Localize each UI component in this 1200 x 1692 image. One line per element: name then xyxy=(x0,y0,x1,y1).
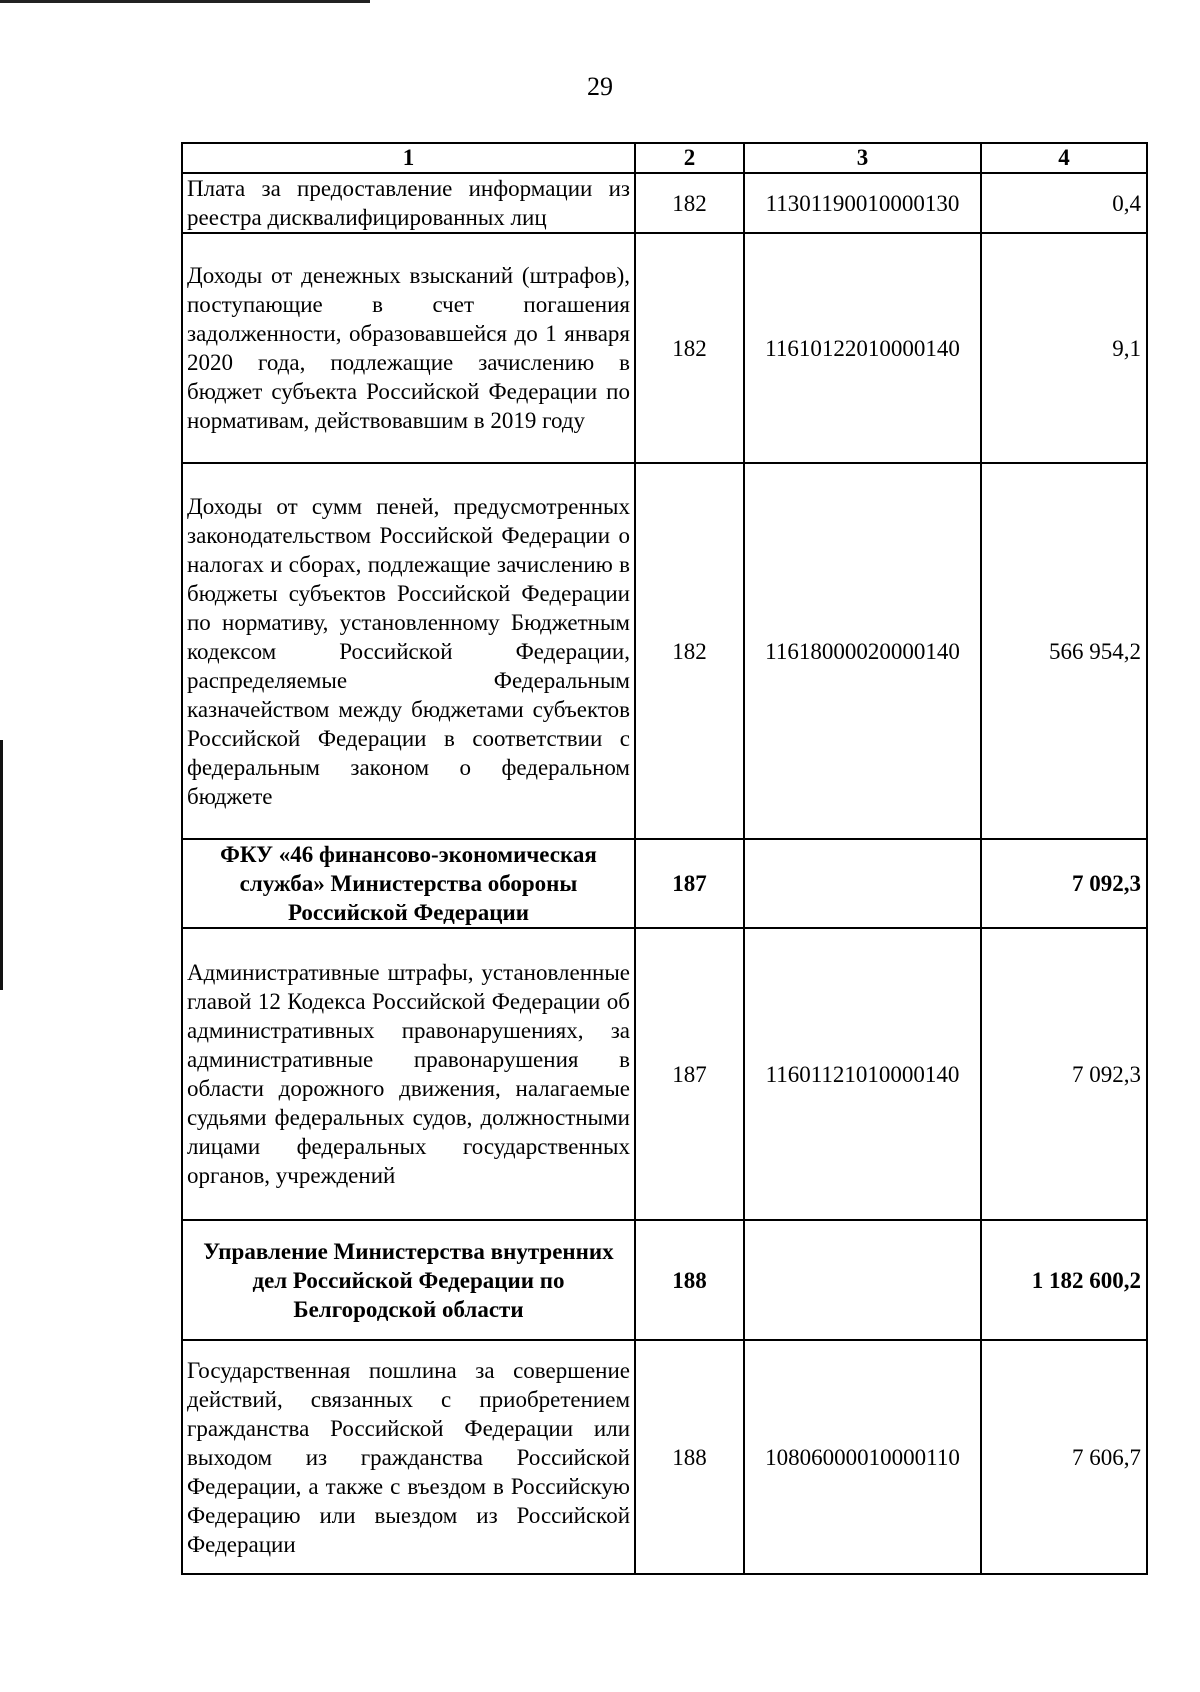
table-row xyxy=(182,928,1147,1220)
revenue-table xyxy=(181,142,1148,1575)
row-kbk-code: 11601121010000140 xyxy=(744,928,981,1220)
column-header-2: 2 xyxy=(635,143,744,173)
column-header-4: 4 xyxy=(981,143,1147,173)
left-scan-mark xyxy=(0,740,3,990)
top-scan-rule xyxy=(0,0,370,3)
row-organization-name: ФКУ «46 финансово-экономическая служба» Министерства обороны Российской Федерации xyxy=(182,839,635,928)
row-amount: 7 092,3 xyxy=(981,839,1147,928)
table-row-organization xyxy=(182,1220,1147,1340)
row-amount: 7 092,3 xyxy=(981,928,1147,1220)
table-row xyxy=(182,233,1147,463)
row-admin-code: 188 xyxy=(635,1220,744,1340)
row-amount: 7 606,7 xyxy=(981,1340,1147,1574)
row-amount: 9,1 xyxy=(981,233,1147,463)
table-row xyxy=(182,173,1147,233)
row-organization-name: Управление Министерства внутренних дел Российской Федерации по Белгородской области xyxy=(182,1220,635,1340)
row-admin-code: 188 xyxy=(635,1340,744,1574)
row-amount: 1 182 600,2 xyxy=(981,1220,1147,1340)
table-row-organization xyxy=(182,839,1147,928)
row-admin-code: 187 xyxy=(635,928,744,1220)
row-kbk-code: 11610122010000140 xyxy=(744,233,981,463)
table-row xyxy=(182,463,1147,839)
row-kbk-code: 11618000020000140 xyxy=(744,463,981,839)
row-admin-code: 182 xyxy=(635,463,744,839)
row-amount: 0,4 xyxy=(981,173,1147,233)
row-kbk-code xyxy=(744,1220,981,1340)
row-description: Государственная пошлина за совершение действий, связанных с приобретением гражданства Российской Федерации или выходом из гражданства Российской Федерации, а также с въездом в Российскую Федерацию или выездом из Российской Федерации xyxy=(182,1340,635,1574)
row-description: Доходы от сумм пеней, предусмотренных законодательством Российской Федерации о налогах и сборах, подлежащие зачислению в бюджеты субъектов Российской Федерации по нормативу, установленному Бюджетным кодексом Российской Федерации, распределяемые Федеральным казначейством между бюджетами субъектов Российской Федерации в соответствии с федеральным законом о федеральном бюджете xyxy=(182,463,635,839)
row-admin-code: 182 xyxy=(635,173,744,233)
row-amount: 566 954,2 xyxy=(981,463,1147,839)
table-header-row xyxy=(182,143,1147,173)
page-number: 29 xyxy=(587,72,613,101)
row-kbk-code: 10806000010000110 xyxy=(744,1340,981,1574)
row-admin-code: 182 xyxy=(635,233,744,463)
column-header-1: 1 xyxy=(182,143,635,173)
column-header-3: 3 xyxy=(744,143,981,173)
row-admin-code: 187 xyxy=(635,839,744,928)
table-row xyxy=(182,1340,1147,1574)
row-description: Административные штрафы, установленные главой 12 Кодекса Российской Федерации об административных правонарушениях, за административные правонарушения в области дорожного движения, налагаемые судьями федеральных судов, должностными лицами федеральных государственных органов, учреждений xyxy=(182,928,635,1220)
row-kbk-code: 11301190010000130 xyxy=(744,173,981,233)
row-description: Доходы от денежных взысканий (штрафов), поступающие в счет погашения задолженности, образовавшейся до 1 января 2020 года, подлежащие зачислению в бюджет субъекта Российской Федерации по нормативам, действовавшим в 2019 году xyxy=(182,233,635,463)
row-kbk-code xyxy=(744,839,981,928)
row-description: Плата за предоставление информации из реестра дисквалифицированных лиц xyxy=(182,173,635,233)
